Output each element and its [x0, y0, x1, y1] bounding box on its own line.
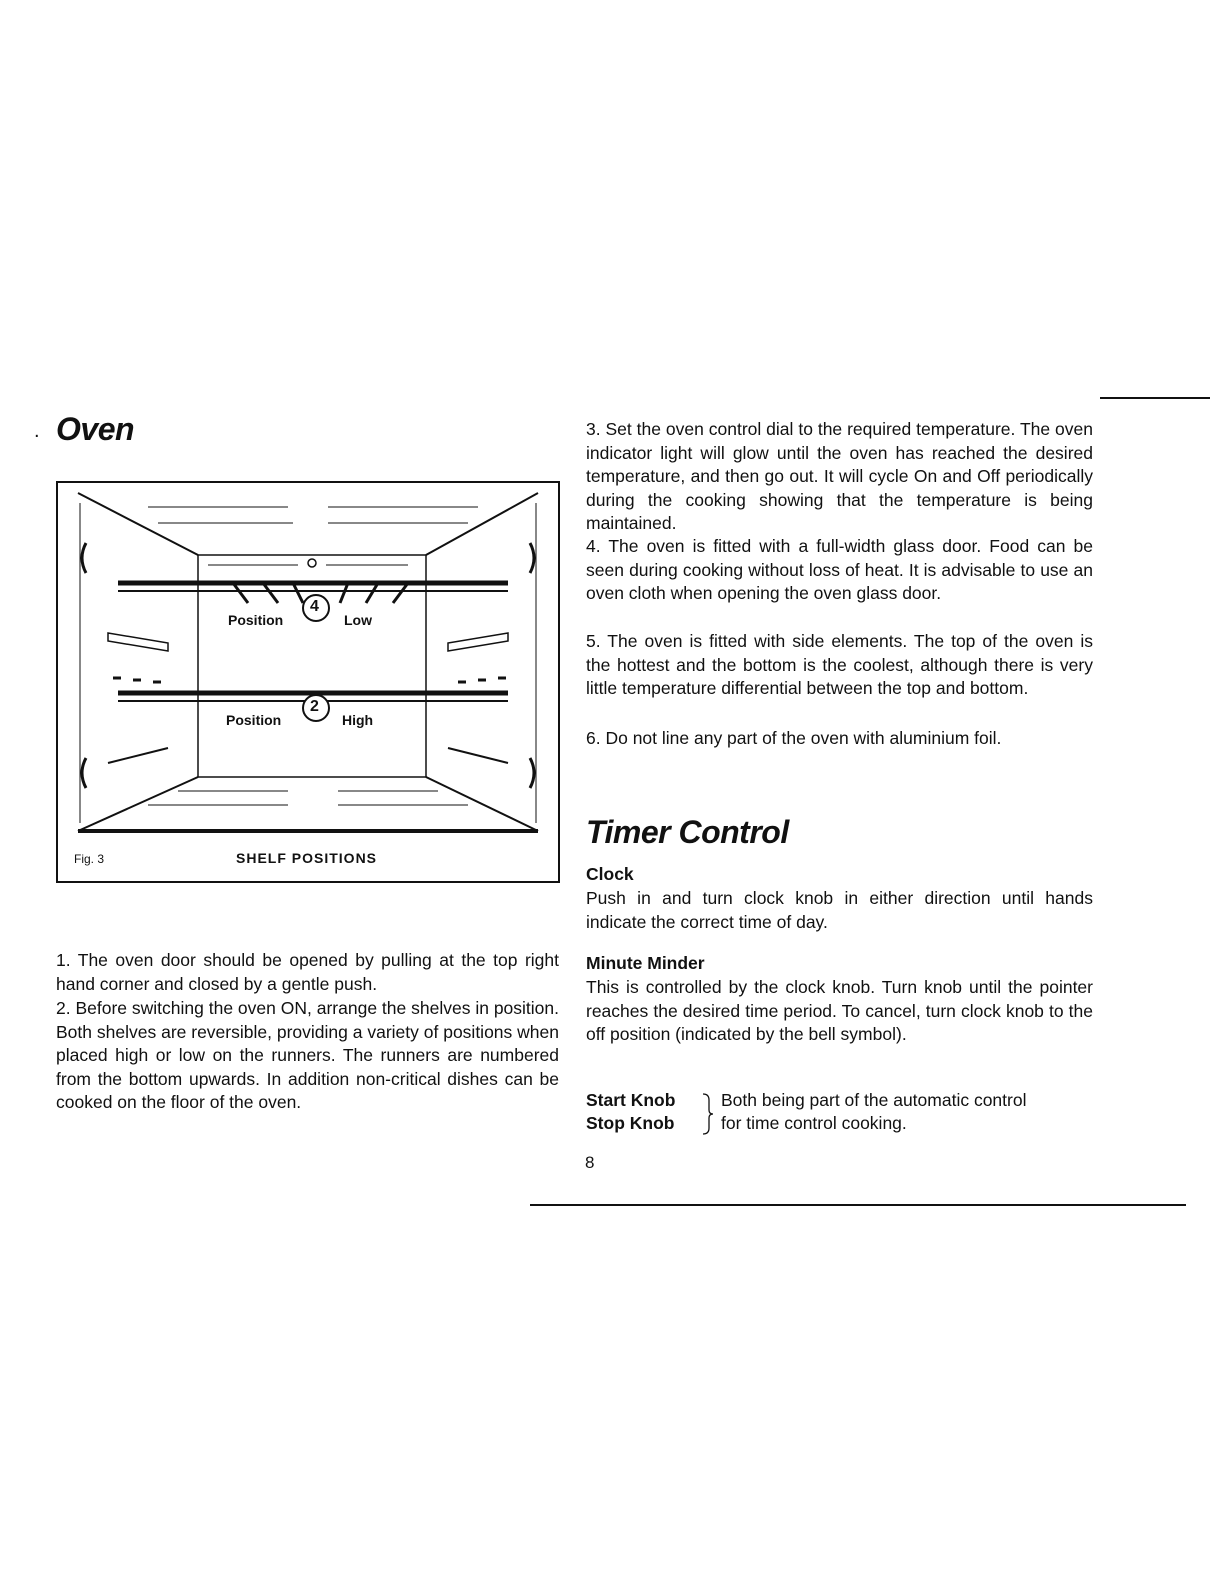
shelf-lower-position-word: Position [226, 712, 282, 728]
shelf-lower-number: 2 [310, 698, 319, 715]
paragraph-5: 5. The oven is fitted with side elements. The top of the oven is the hottest and the bottom is the coolest, although there is very little temperature differential between the top and bottom. [586, 631, 1093, 698]
knobs-text-line-2: for time control cooking. [721, 1113, 907, 1133]
paragraph-6: 6. Do not line any part of the oven with aluminium foil. [586, 728, 1002, 748]
clock-heading: Clock [586, 864, 634, 884]
shelf-upper-number: 4 [310, 598, 319, 615]
minute-minder-text: This is controlled by the clock knob. Turn knob until the pointer reaches the desired time period. To cancel, turn clock knob to the off position (indicated by the bell symbol). [586, 977, 1093, 1044]
minute-minder-heading: Minute Minder [586, 953, 705, 973]
oven-figure [56, 481, 560, 883]
start-knob-label: Start Knob [586, 1090, 676, 1110]
shelf-upper-level: Low [344, 612, 372, 628]
paragraph-1: 1. The oven door should be opened by pulling at the top right hand corner and closed by a gentle push. [56, 950, 559, 994]
top-rule [1100, 397, 1210, 399]
shelf-upper-position-word: Position [228, 612, 284, 628]
section-title-timer: Timer Control [586, 814, 789, 850]
brace-icon [701, 1092, 715, 1136]
paragraph-2: 2. Before switching the oven ON, arrange the shelves in position. Both shelves are reversible, providing a variety of positions when placed high or low on the runners. The runners are numbered from the bottom upwards. In addition non-critical dishes can be cooked on the floor of the oven. [56, 998, 559, 1112]
section-title-oven: Oven [56, 411, 135, 447]
page-number: 8 [585, 1153, 595, 1172]
bottom-rule [530, 1204, 1186, 1206]
figure-caption: SHELF POSITIONS [236, 850, 378, 866]
oven-shelf-diagram [58, 483, 558, 881]
shelf-lower-level: High [342, 712, 374, 728]
clock-text: Push in and turn clock knob in either direction until hands indicate the correct time of day. [586, 888, 1093, 932]
stop-knob-label: Stop Knob [586, 1113, 675, 1133]
paragraph-3: 3. Set the oven control dial to the required temperature. The oven indicator light will glow until the oven has reached the desired temperature, and then go out. It will cycle On and Off periodically during the cooking showing that the temperature is being maintained. [586, 419, 1093, 533]
paragraph-4: 4. The oven is fitted with a full-width glass door. Food can be seen during cooking without loss of heat. It is advisable to use an oven cloth when opening the oven glass door. [586, 536, 1093, 603]
knobs-text-line-1: Both being part of the automatic control [721, 1090, 1027, 1110]
figure-label: Fig. 3 [74, 852, 105, 866]
margin-mark: . [34, 420, 40, 442]
